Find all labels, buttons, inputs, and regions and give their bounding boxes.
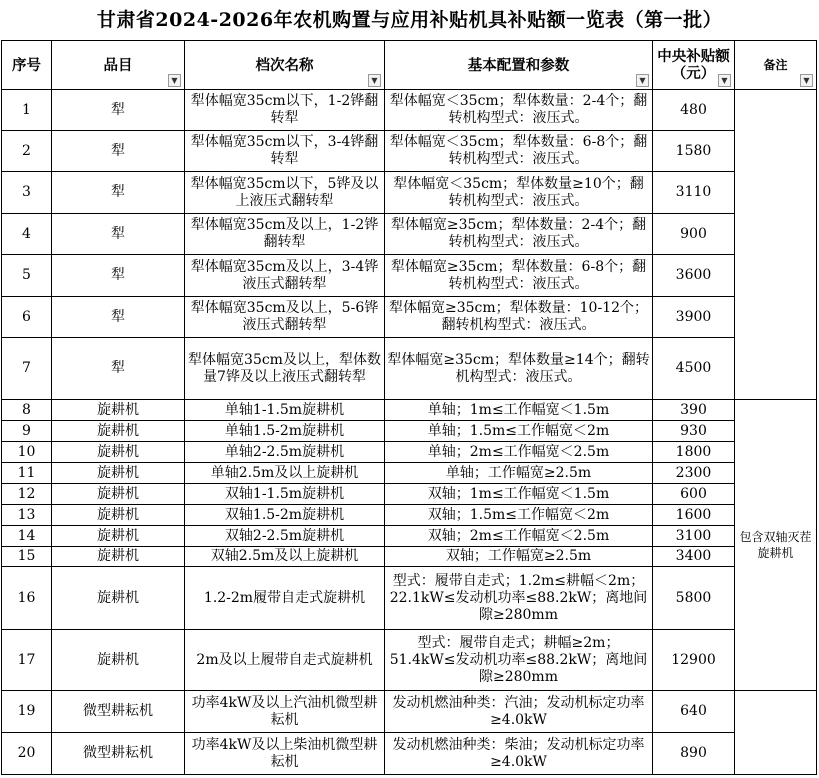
cell-subsidy: 3900 — [653, 297, 735, 338]
cell-subsidy: 12900 — [653, 630, 735, 691]
cell-config: 单轴；工作幅宽≥2.5m — [385, 463, 653, 484]
header-config-label: 基本配置和参数 — [467, 56, 570, 74]
cell-subsidy: 1800 — [653, 442, 735, 463]
header-remark — [735, 41, 817, 90]
cell-grade: 双轴1.5-2m旋耕机 — [185, 505, 385, 526]
table-row — [2, 691, 817, 733]
header-remark-label: 备注 — [763, 57, 788, 72]
cell-config: 犁体幅宽＜35cm；犁体数量：6-8个；翻转机构型式：液压式。 — [385, 131, 653, 172]
cell-seq: 17 — [2, 630, 52, 691]
cell-config: 双轴；1.5m≤工作幅宽＜2m — [385, 505, 653, 526]
table-row — [2, 214, 817, 255]
cell-seq: 4 — [2, 214, 52, 255]
table-row — [2, 484, 817, 505]
cell-subsidy: 3110 — [653, 172, 735, 214]
cell-seq: 1 — [2, 90, 52, 131]
cell-item: 犁 — [52, 90, 185, 131]
cell-config: 犁体幅宽＜35cm；犁体数量≥10个；翻转机构型式：液压式。 — [385, 172, 653, 214]
header-subsidy — [653, 41, 735, 90]
cell-subsidy: 3600 — [653, 255, 735, 297]
header-item — [52, 41, 185, 90]
cell-grade: 犁体幅宽35cm及以上，3-4铧液压式翻转犁 — [185, 255, 385, 297]
header-row — [2, 41, 817, 90]
cell-seq: 11 — [2, 463, 52, 484]
cell-config: 犁体幅宽≥35cm；犁体数量：6-8个；翻转机构型式：液压式。 — [385, 255, 653, 297]
cell-grade: 犁体幅宽35cm以下，1-2铧翻转犁 — [185, 90, 385, 131]
cell-config: 单轴；1.5m≤工作幅宽＜2m — [385, 421, 653, 442]
table-row — [2, 90, 817, 131]
cell-seq: 14 — [2, 526, 52, 547]
cell-config: 型式：履带自走式；耕幅≥2m；51.4kW≤发动机功率≤88.2kW；离地间隙≥280mm — [385, 630, 653, 691]
cell-grade: 犁体幅宽35cm以下，3-4铧翻转犁 — [185, 131, 385, 172]
table-row — [2, 442, 817, 463]
cell-subsidy: 4500 — [653, 338, 735, 400]
table-row — [2, 547, 817, 567]
cell-item: 犁 — [52, 172, 185, 214]
filter-dropdown-icon[interactable]: ▼ — [368, 74, 381, 87]
cell-config: 犁体幅宽≥35cm；犁体数量≥14个；翻转机构型式：液压式。 — [385, 338, 653, 400]
table-row — [2, 338, 817, 400]
cell-remark-empty — [735, 691, 817, 775]
cell-seq: 20 — [2, 733, 52, 775]
cell-item: 旋耕机 — [52, 442, 185, 463]
cell-grade: 功率4kW及以上柴油机微型耕耘机 — [185, 733, 385, 775]
cell-grade: 双轴2.5m及以上旋耕机 — [185, 547, 385, 567]
header-seq-label: 序号 — [12, 56, 41, 74]
table-row — [2, 630, 817, 691]
header-seq — [2, 41, 52, 90]
filter-dropdown-icon[interactable]: ▼ — [718, 74, 731, 87]
cell-config: 犁体幅宽≥35cm；犁体数量：2-4个；翻转机构型式：液压式。 — [385, 214, 653, 255]
cell-item: 犁 — [52, 131, 185, 172]
cell-seq: 6 — [2, 297, 52, 338]
cell-config: 双轴；工作幅宽≥2.5m — [385, 547, 653, 567]
cell-item: 犁 — [52, 255, 185, 297]
filter-dropdown-icon[interactable]: ▼ — [636, 74, 649, 87]
cell-config: 犁体幅宽＜35cm；犁体数量：2-4个；翻转机构型式：液压式。 — [385, 90, 653, 131]
cell-subsidy: 390 — [653, 400, 735, 421]
cell-seq: 9 — [2, 421, 52, 442]
cell-subsidy: 600 — [653, 484, 735, 505]
cell-seq: 3 — [2, 172, 52, 214]
cell-subsidy: 3100 — [653, 526, 735, 547]
cell-grade: 1.2-2m履带自走式旋耕机 — [185, 567, 385, 630]
cell-config: 发动机燃油种类：汽油；发动机标定功率≥4.0kW — [385, 691, 653, 733]
cell-config: 双轴；1m≤工作幅宽＜1.5m — [385, 484, 653, 505]
header-item-label: 品目 — [103, 56, 133, 74]
cell-subsidy: 640 — [653, 691, 735, 733]
cell-seq: 19 — [2, 691, 52, 733]
cell-grade: 犁体幅宽35cm以下，5铧及以上液压式翻转犁 — [185, 172, 385, 214]
cell-subsidy: 1600 — [653, 505, 735, 526]
cell-grade: 单轴2.5m及以上旋耕机 — [185, 463, 385, 484]
table-row — [2, 400, 817, 421]
cell-subsidy: 1580 — [653, 131, 735, 172]
cell-grade: 2m及以上履带自走式旋耕机 — [185, 630, 385, 691]
filter-dropdown-icon[interactable]: ▼ — [168, 74, 181, 87]
table-row — [2, 255, 817, 297]
cell-config: 双轴；2m≤工作幅宽＜2.5m — [385, 526, 653, 547]
table-row — [2, 463, 817, 484]
cell-grade: 单轴1.5-2m旋耕机 — [185, 421, 385, 442]
cell-grade: 功率4kW及以上汽油机微型耕耘机 — [185, 691, 385, 733]
cell-config: 单轴；1m≤工作幅宽＜1.5m — [385, 400, 653, 421]
cell-config: 单轴；2m≤工作幅宽＜2.5m — [385, 442, 653, 463]
cell-item: 旋耕机 — [52, 463, 185, 484]
cell-subsidy: 900 — [653, 214, 735, 255]
cell-item: 微型耕耘机 — [52, 733, 185, 775]
cell-grade: 单轴2-2.5m旋耕机 — [185, 442, 385, 463]
cell-subsidy: 5800 — [653, 567, 735, 630]
cell-seq: 15 — [2, 547, 52, 567]
cell-subsidy: 480 — [653, 90, 735, 131]
cell-seq: 2 — [2, 131, 52, 172]
cell-item: 旋耕机 — [52, 400, 185, 421]
table-row — [2, 733, 817, 775]
cell-item: 犁 — [52, 297, 185, 338]
cell-grade: 双轴1-1.5m旋耕机 — [185, 484, 385, 505]
cell-grade: 犁体幅宽35cm及以上，5-6铧液压式翻转犁 — [185, 297, 385, 338]
table-row — [2, 505, 817, 526]
cell-grade: 犁体幅宽35cm及以上，犁体数量7铧及以上液压式翻转犁 — [185, 338, 385, 400]
cell-remark-empty — [735, 90, 817, 400]
cell-seq: 12 — [2, 484, 52, 505]
cell-item: 微型耕耘机 — [52, 691, 185, 733]
cell-subsidy: 930 — [653, 421, 735, 442]
cell-config: 发动机燃油种类：柴油；发动机标定功率≥4.0kW — [385, 733, 653, 775]
table-row — [2, 131, 817, 172]
table-row — [2, 172, 817, 214]
header-subsidy-label: 中央补贴额（元） — [657, 48, 730, 82]
cell-seq: 10 — [2, 442, 52, 463]
header-config — [385, 41, 653, 90]
cell-item: 犁 — [52, 338, 185, 400]
cell-seq: 13 — [2, 505, 52, 526]
cell-item: 旋耕机 — [52, 484, 185, 505]
cell-seq: 5 — [2, 255, 52, 297]
header-grade — [185, 41, 385, 90]
header-grade-label: 档次名称 — [255, 56, 314, 74]
cell-grade: 双轴2-2.5m旋耕机 — [185, 526, 385, 547]
cell-config: 犁体幅宽≥35cm；犁体数量：10-12个；翻转机构型式：液压式。 — [385, 297, 653, 338]
table-row — [2, 421, 817, 442]
cell-seq: 16 — [2, 567, 52, 630]
cell-item: 旋耕机 — [52, 547, 185, 567]
remark-rotary: 包含双轴灭茬旋耕机 — [735, 400, 817, 691]
cell-subsidy: 2300 — [653, 463, 735, 484]
subsidy-table — [1, 40, 817, 775]
cell-seq: 7 — [2, 338, 52, 400]
filter-dropdown-icon[interactable]: ▼ — [800, 74, 813, 87]
cell-item: 旋耕机 — [52, 505, 185, 526]
page-title: 甘肃省2024-2026年农机购置与应用补贴机具补贴额一览表（第一批） — [96, 9, 723, 31]
cell-item: 旋耕机 — [52, 567, 185, 630]
cell-subsidy: 890 — [653, 733, 735, 775]
cell-item: 旋耕机 — [52, 630, 185, 691]
table-row — [2, 567, 817, 630]
cell-grade: 犁体幅宽35cm及以上，1-2铧翻转犁 — [185, 214, 385, 255]
cell-seq: 8 — [2, 400, 52, 421]
cell-item: 犁 — [52, 214, 185, 255]
cell-item: 旋耕机 — [52, 526, 185, 547]
cell-grade: 单轴1-1.5m旋耕机 — [185, 400, 385, 421]
cell-config: 型式：履带自走式；1.2m≤耕幅＜2m；22.1kW≤发动机功率≤88.2kW；离地间隙≥280mm — [385, 567, 653, 630]
cell-subsidy: 3400 — [653, 547, 735, 567]
table-row — [2, 297, 817, 338]
table-row — [2, 526, 817, 547]
cell-item: 旋耕机 — [52, 421, 185, 442]
